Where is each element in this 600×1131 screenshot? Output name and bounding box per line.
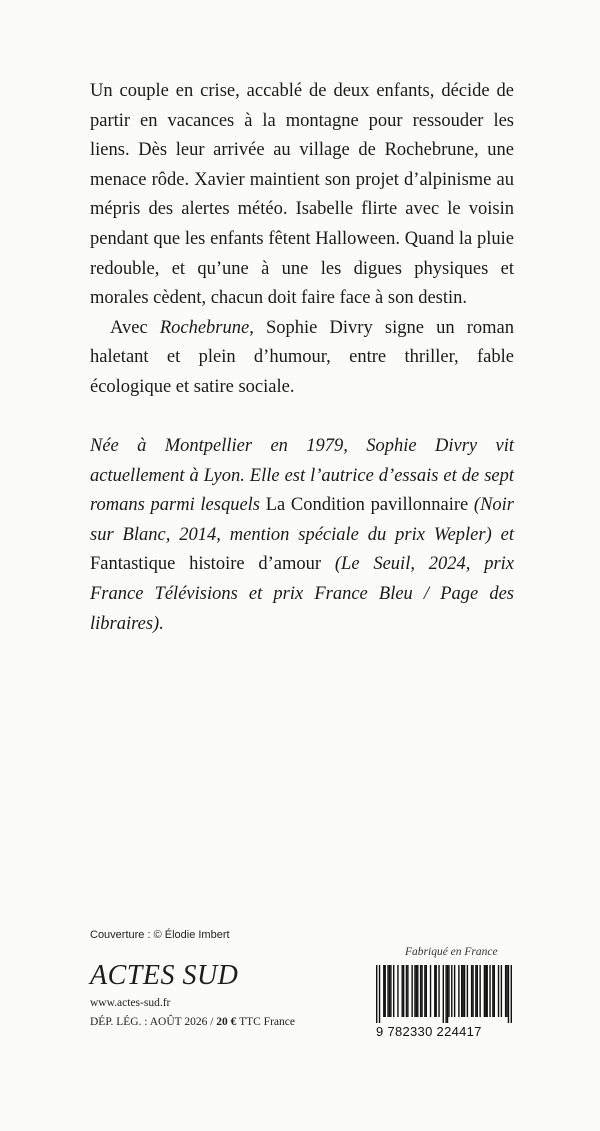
barcode-bar [438, 965, 439, 1017]
barcode-bar [416, 965, 417, 1017]
barcode-bar [451, 965, 452, 1017]
barcode-bar [426, 965, 427, 1017]
barcode-bar [407, 965, 408, 1017]
blurb-paragraph-2-rest: , Sophie Divry signe un roman haletant et plein d’humour, entre thriller, fable écologique et satire sociale. [90, 317, 514, 397]
barcode-bar [390, 965, 391, 1017]
barcode-bars [376, 965, 512, 1023]
author-bio [90, 432, 514, 639]
publisher-website: www.actes-sud.fr [90, 997, 171, 1009]
barcode-bar [485, 965, 486, 1017]
isbn-digits: 9 782330 224417 [376, 1024, 482, 1039]
barcode-bar [506, 965, 507, 1017]
barcode-bar [494, 965, 495, 1017]
barcode-bar [464, 965, 465, 1017]
barcode-bar [472, 965, 473, 1017]
barcode-bar [403, 965, 404, 1017]
barcode-bar [389, 965, 390, 1017]
barcode-bar [402, 965, 403, 1017]
barcode-bar [475, 965, 476, 1017]
barcode-bar [387, 965, 388, 1017]
barcode-bar [417, 965, 418, 1017]
legal-deposit-date: DÉP. LÉG. : AOÛT 2026 / [90, 1016, 217, 1028]
barcode-bar [511, 965, 512, 1023]
barcode-bar [421, 965, 422, 1017]
blurb [90, 77, 514, 403]
barcode-bar [501, 965, 502, 1017]
barcode-bar [492, 965, 493, 1017]
barcode-bar [443, 965, 444, 1023]
barcode-bar [406, 965, 407, 1017]
made-in-label: Fabriqué en France [405, 946, 498, 958]
price-suffix: TTC France [236, 1016, 295, 1028]
barcode-bar [383, 965, 384, 1017]
barcode-bar [458, 965, 459, 1017]
bio-part-2: (Noir sur Blanc, 2014, mention spéciale du prix Wepler) et [90, 495, 515, 545]
barcode-bar [420, 965, 421, 1017]
barcode-bar [430, 965, 431, 1017]
barcode-bar [385, 965, 386, 1017]
barcode-bar [461, 965, 462, 1017]
bio-book-1: La Condition pavillonnaire [265, 495, 469, 516]
barcode-bar [414, 965, 415, 1017]
cover-credit: Couverture : © Élodie Imbert [90, 929, 230, 941]
blurb-paragraph-2-prefix: Avec [110, 317, 160, 338]
bio-part-3: (Le Seuil, 2024, prix France Télévisions et prix France Bleu / Page des libraires). [90, 554, 514, 634]
barcode-bar [487, 965, 488, 1017]
barcode-bar [376, 965, 377, 1023]
publisher-logo: ACTES SUD [90, 960, 239, 991]
barcode-bar [447, 965, 448, 1023]
bio-part-1: Née à Montpellier en 1979, Sophie Divry vit actuellement à Lyon. Elle est l’autrice d’essais et de sept romans parmi lesquels [90, 436, 514, 516]
barcode-bar [397, 965, 398, 1017]
barcode-bar [448, 965, 449, 1017]
legal-deposit [90, 1016, 295, 1028]
barcode-bar [436, 965, 437, 1017]
barcode-bar [471, 965, 472, 1017]
barcode-bar [454, 965, 455, 1017]
barcode-bar [508, 965, 509, 1023]
barcode-bar [498, 965, 499, 1017]
price: 20 € [216, 1016, 237, 1028]
bio-book-2: Fantastique histoire d’amour [90, 554, 322, 575]
barcode-bar [505, 965, 506, 1017]
barcode-bar [434, 965, 435, 1017]
barcode-bar [484, 965, 485, 1017]
barcode-bar [393, 965, 394, 1017]
barcode-bar [462, 965, 463, 1017]
barcode-bar [424, 965, 425, 1017]
book-title: Rochebrune [159, 317, 250, 338]
barcode-bar [477, 965, 478, 1017]
barcode-bar [479, 965, 480, 1017]
barcode-bar [379, 965, 380, 1023]
barcode-bar [467, 965, 468, 1017]
barcode-bar [489, 965, 490, 1017]
blurb-paragraph-1: Un couple en crise, accablé de deux enfants, décide de partir en vacances à la montagne pour ressouder les liens. Dès leur arrivée au village de Rochebrune, une menace rôde. Xavier maintient son projet d’alpinisme au mépris des alertes météo. Isabelle flirte avec le voisin pendant que les enfants fêtent Halloween. Quand la pluie redouble, et qu’une à une les digues physiques et morales cèdent, chacun doit faire face à son destin. [90, 81, 514, 309]
barcode-bar [445, 965, 446, 1023]
blurb-paragraph-2 [90, 314, 514, 403]
barcode-bar [411, 965, 412, 1017]
